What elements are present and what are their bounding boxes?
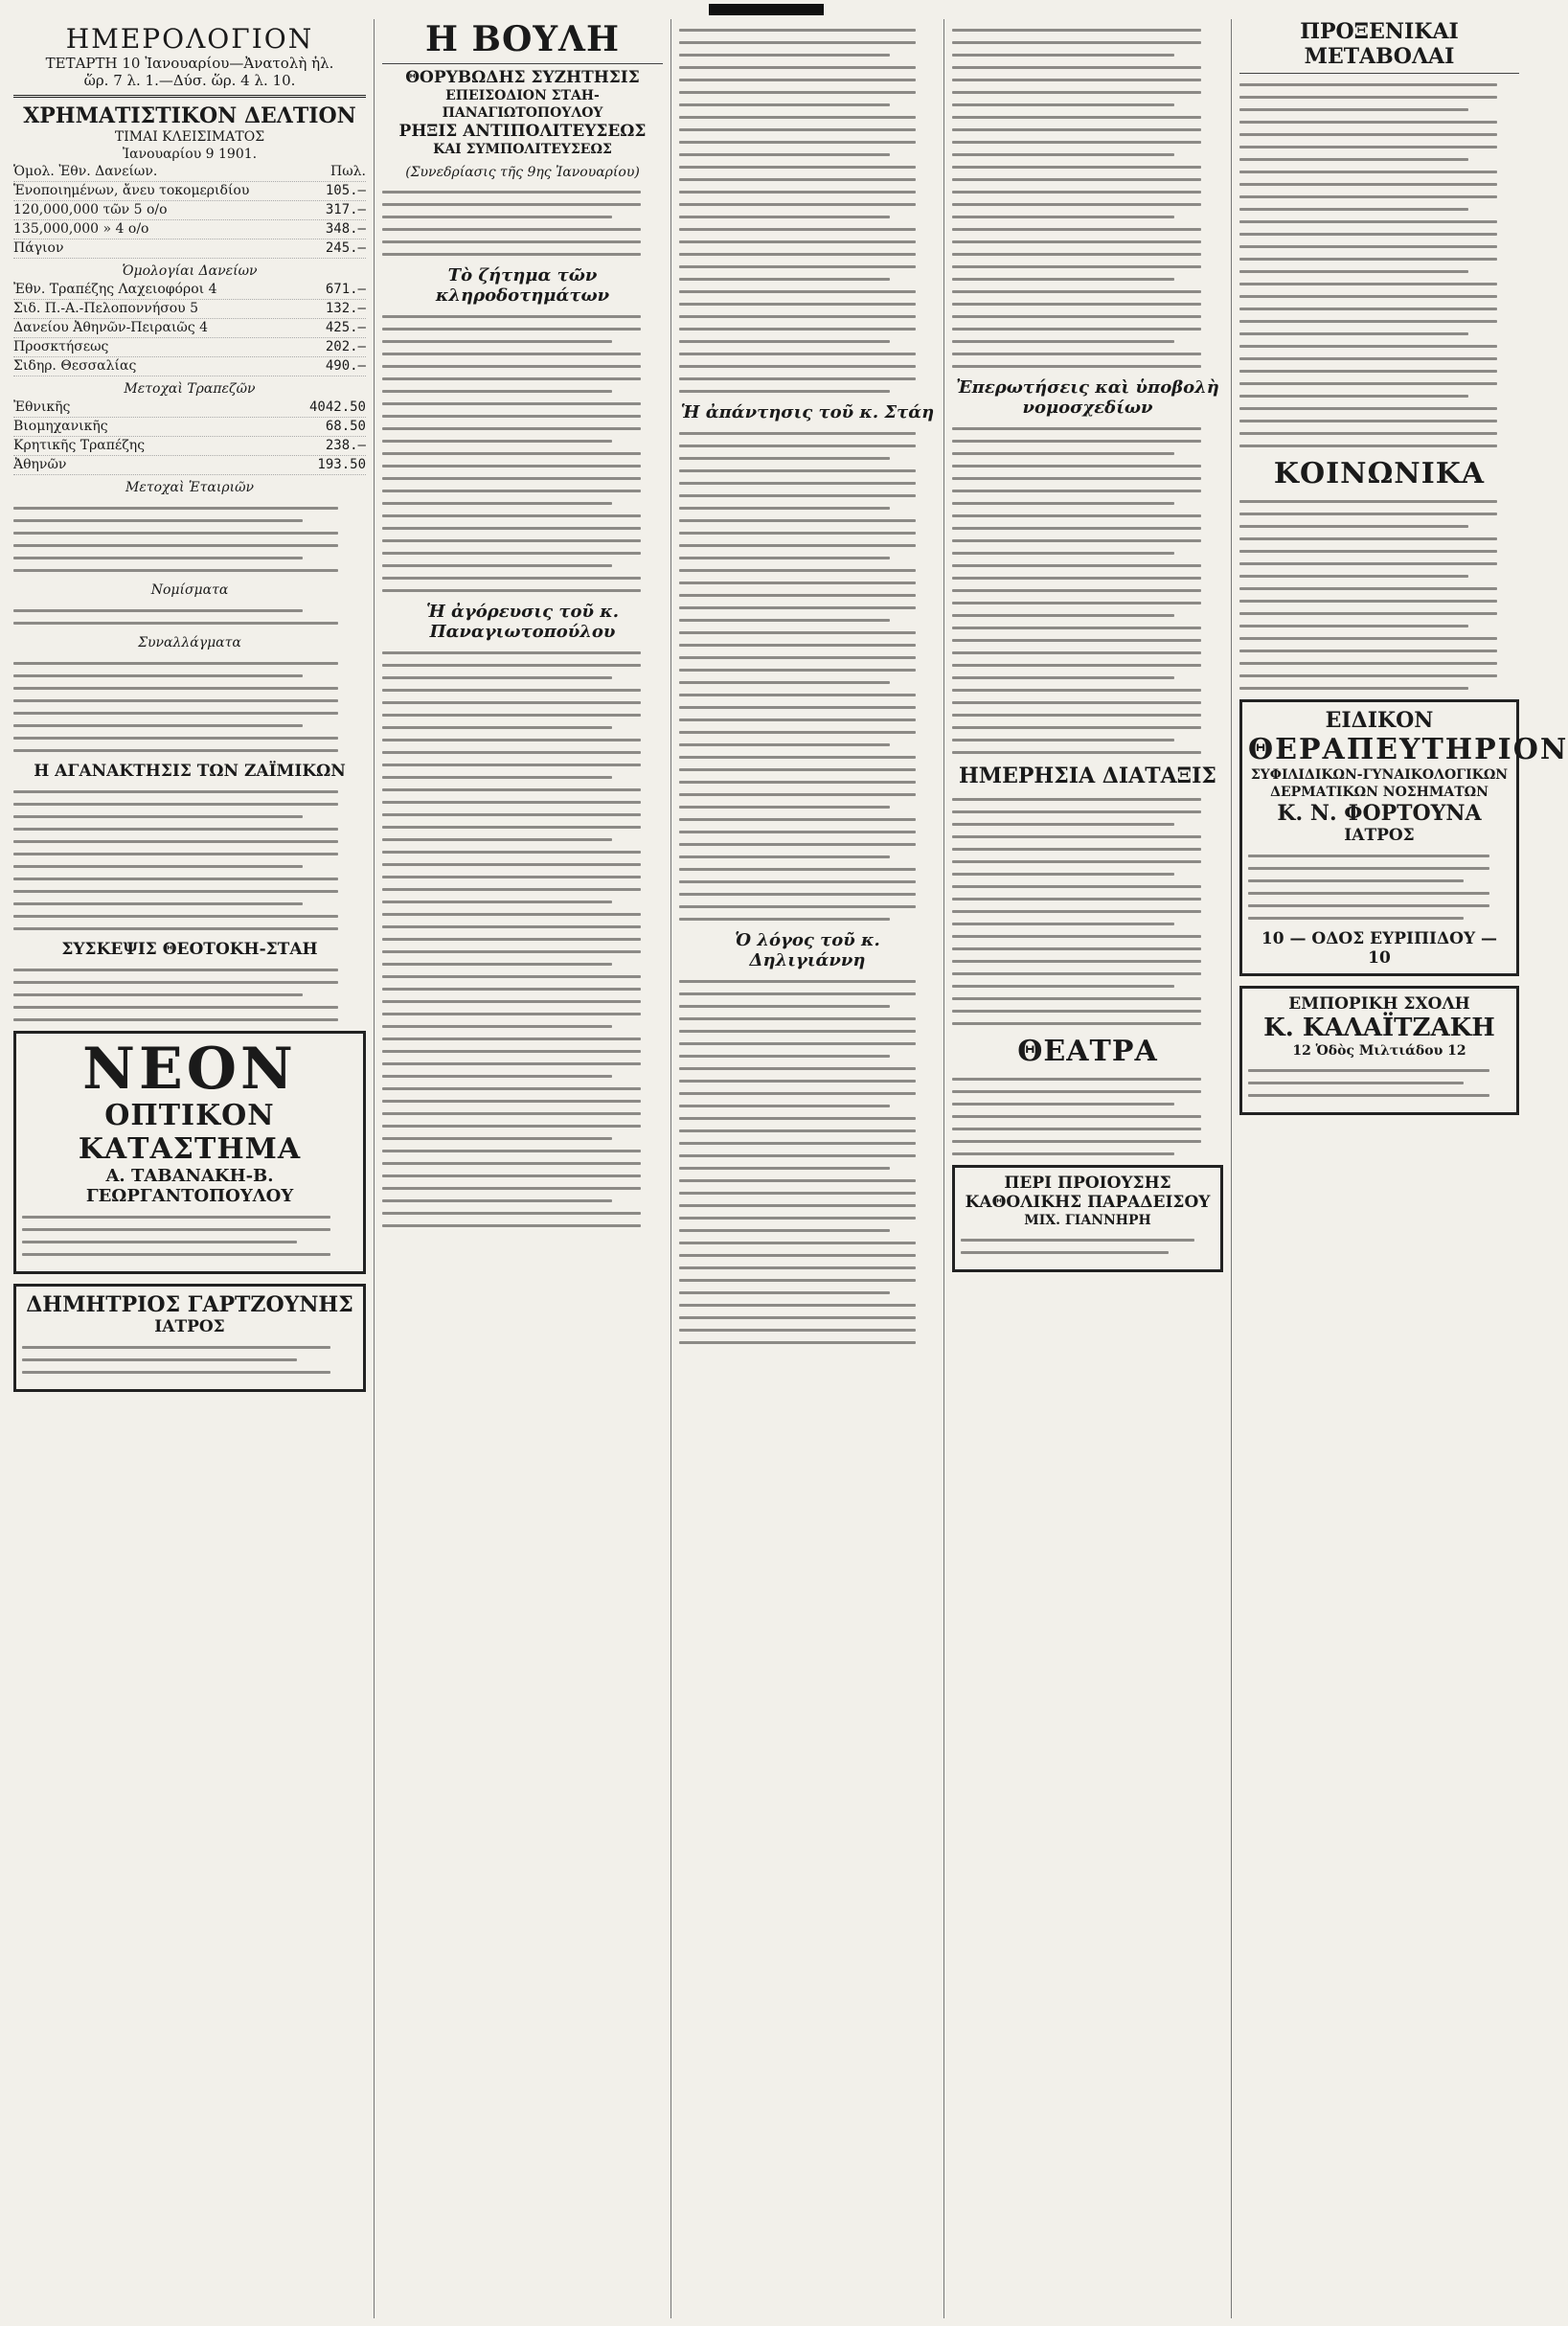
inline-heading: Ἡ ἀπάντησις τοῦ κ. Στάη [680,402,935,422]
section-heading: Συναλλάγματα [138,635,241,650]
table-row: Ἑνοποιημένων, ἄνευ τοκομεριδίου 105.– [13,182,366,201]
ad-shop-name: Α. ΤΑΒΑΝΑΚΗ-Β. ΓΕΩΡΓΑΝΤΟΠΟΥΛΟΥ [85,1166,294,1206]
stock-table [13,163,366,690]
table-row: Σιδηρ. Θεσσαλίας 490.– [13,357,366,376]
social-heading: ΚΟΙΝΩΝΙΚΑ [1273,457,1486,490]
book-author: ΜΙΧ. ΓΙΑΝΝΗΡΗ [1024,1213,1151,1228]
section-heading: Νομίσματα [150,582,229,598]
clinic-doctor: Κ. Ν. ΦΟΡΤΟΥΝΑ [1277,801,1482,826]
ad-optikon: ΟΠΤΙΚΟΝ ΚΑΤΑΣΤΗΜΑ [78,1099,302,1166]
table-row: Κρητικῆς Τραπέζης 238.– [13,437,366,456]
calendar-title: ΗΜΕΡΟΛΟΓΙΟΝ [65,23,314,55]
inline-heading: Ἐπερωτήσεις καὶ ὑποβολὴ νομοσχεδίων [956,377,1219,418]
bulletin-title: ΧΡΗΜΑΤΙΣΤΙΚΟΝ ΔΕΛΤΙΟΝ [23,103,356,128]
ad-doctor-title: ΙΑΤΡΟΣ [154,1317,225,1336]
masthead-bar [709,4,824,15]
clinic-title: ΘΕΡΑΠΕΥΤΗΡΙΟΝ [1248,733,1568,766]
parliament-title: Η ΒΟΥΛΗ [425,19,620,59]
inline-heading: Ἡ ἀγόρευσις τοῦ κ. Παναγιωτοπούλου [426,602,619,642]
table-row: Ἐθν. Τραπέζης Λαχειοφόροι 4 671.– [13,281,366,300]
clinic-label: ΕΙΔΙΚΟΝ [1325,708,1434,733]
section-heading: Μετοχαὶ Ἑταιριῶν [125,480,254,495]
school-label: ΕΜΠΟΡΙΚΗ ΣΧΟΛΗ [1288,994,1470,1014]
book-title: ΠΕΡΙ ΠΡΟΙΟΥΣΗΣ ΚΑΘΟΛΙΚΗΣ ΠΑΡΑΔΕΙΣΟΥ [965,1174,1211,1212]
date-line-2: ὥρ. 7 λ. 1.—Δύσ. ὥρ. 4 λ. 10. [83,72,296,89]
article-heading: ΣΥΣΚΕΨΙΣ ΘΕΟΤΟΚΗ-ΣΤΑΗ [61,940,318,959]
date-line-1: ΤΕΤΑΡΤΗ 10 Ἰανουαρίου—Ἀνατολὴ ἡλ. [45,55,334,72]
section-heading: Ὁμολογίαι Δανείων [122,263,258,279]
section-heading: Μετοχαὶ Τραπεζῶν [124,381,256,397]
consular-heading: ΠΡΟΞΕΝΙΚΑΙ ΜΕΤΑΒΟΛΑΙ [1300,19,1459,69]
article-heading: Η ΑΓΑΝΑΚΤΗΣΙΣ ΤΩΝ ΖΑΪΜΙΚΩΝ [34,762,346,781]
ad-doctor-name: ΔΗΜΗΤΡΙΟΣ ΓΑΡΤΖΟΥΝΗΣ [26,1292,353,1317]
table-header-left: Ὁμολ. Ἐθν. Δανείων. [13,164,158,179]
table-row: Βιομηχανικῆς 68.50 [13,418,366,437]
subhead-2: ΡΗΞΙΣ ΑΝΤΙΠΟΛΙΤΕΥΣΕΩΣ [398,122,647,141]
bulletin-subtitle: ΤΙΜΑΙ ΚΛΕΙΣΙΜΑΤΟΣ [114,129,265,145]
school-ad [1239,986,1519,1115]
column-4 [944,19,1232,2318]
bulletin-date: Ἰανουαρίου 9 1901. [122,147,258,162]
orders-heading: ΗΜΕΡΗΣΙΑ ΔΙΑΤΑΞΙΣ [958,764,1216,788]
session-line: (Συνεδρίασις τῆς 9ης Ἰανουαρίου) [405,165,640,180]
parliament-subtitle: ΘΟΡΥΒΩΔΗΣ ΣΥΖΗΤΗΣΙΣ [405,68,640,87]
table-header-right: Πωλ. [330,164,366,179]
inline-heading: Τὸ ζήτημα τῶν κληροδοτημάτων [435,265,610,306]
school-name: Κ. ΚΑΛΑΪΤΖΑΚΗ [1263,1014,1495,1042]
column-1 [6,19,375,2318]
table-row: Σιδ. Π.-Α.-Πελοποννήσου 5 132.– [13,300,366,319]
theatres-heading: ΘΕΑΤΡΑ [1017,1035,1158,1068]
column-2 [375,19,671,2318]
clinic-address: 10 — ΟΔΟΣ ΕΥΡΙΠΙΔΟΥ — 10 [1261,929,1498,968]
subhead-3: ΚΑΙ ΣΥΜΠΟΛΙΤΕΥΣΕΩΣ [433,142,612,157]
column-3 [671,19,944,2318]
book-ad [952,1165,1223,1272]
table-row: 120,000,000 τῶν 5 ο/ο 317.– [13,201,366,220]
table-row: Πάγιον 245.– [13,239,366,259]
optical-shop-ad [13,1031,366,1274]
table-row: Προσκτήσεως 202.– [13,338,366,357]
table-row: Δανείου Ἀθηνῶν-Πειραιῶς 4 425.– [13,319,366,338]
clinic-doctor-title: ΙΑΤΡΟΣ [1344,826,1415,845]
column-5 [1232,19,1568,2318]
clinic-subtitle: ΣΥΦΙΛΙΔΙΚΩΝ-ΓΥΝΑΙΚΟΛΟΓΙΚΩΝ ΔΕΡΜΑΤΙΚΩΝ ΝΟΣΗΜΑΤΩΝ [1250,767,1509,800]
inline-heading: Ὁ λόγος τοῦ κ. Δηλιγιάννη [735,930,880,970]
ad-neon: ΝΕΟΝ [82,1036,297,1103]
school-address: 12 Ὁδὸς Μιλτιάδου 12 [1292,1043,1466,1059]
clinic-ad [1239,699,1568,976]
table-row: 135,000,000 » 4 ο/ο 348.– [13,220,366,239]
table-row: Ἀθηνῶν 193.50 [13,456,366,475]
subhead-1: ΕΠΕΙΣΟΔΙΟΝ ΣΤΑΗ-ΠΑΝΑΓΙΩΤΟΠΟΥΛΟΥ [442,88,603,121]
doctor-ad [13,1284,366,1392]
table-row: Ἐθνικῆς 4042.50 [13,399,366,418]
